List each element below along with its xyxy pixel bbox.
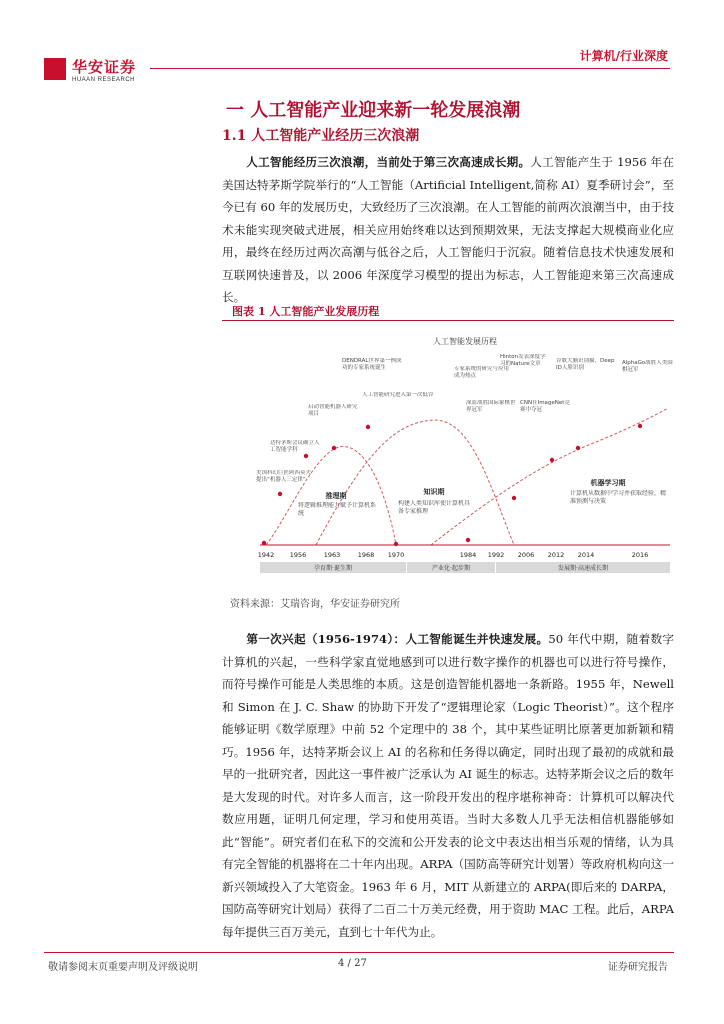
event-note: CNN在ImageNet竞赛中夺冠 (520, 400, 570, 413)
phase-bar-label: 孕育期·诞生期 (314, 565, 352, 572)
first-wave-lead: 第一次兴起（1956-1974）：人工智能诞生并快速发展。 (246, 632, 549, 646)
year-tick-label: 2012 (547, 551, 565, 559)
year-tick-label: 1968 (357, 551, 375, 559)
year-tick-label: 2014 (577, 551, 595, 559)
section-subtitle: 1.1 人工智能产业经历三次浪潮 (222, 128, 420, 144)
event-note: DENDRAL世界第一例成功的专家系统诞生 (342, 358, 402, 371)
logo-mark (44, 58, 66, 80)
era-note: 构建人类知识库使计算机具备专家推理 (398, 500, 470, 515)
event-dot (466, 538, 470, 542)
year-tick-label: 2006 (517, 551, 535, 559)
event-dot (394, 542, 398, 546)
event-note: Hinton发表深度学习的Nature文章 (500, 354, 546, 367)
phase-bar-label: 发展期·高速成长期 (558, 565, 608, 572)
year-tick-label: 1956 (289, 551, 307, 559)
event-note: 启动智能机器人研究项目 (308, 404, 358, 417)
event-dot (638, 424, 642, 428)
phase-bar-label: 产业化·起步期 (432, 565, 470, 572)
figure-divider (222, 320, 674, 321)
year-tick-label: 2016 (631, 551, 649, 559)
logo-subtext: HUAAN RESEARCH (72, 77, 136, 83)
section-title: 一 人工智能产业迎来新一轮发展浪潮 (226, 100, 521, 121)
event-dot (576, 446, 580, 450)
footer-disclaimer: 敬请参阅末页重要声明及评级说明 (48, 962, 198, 973)
event-dot (332, 446, 336, 450)
footer-report-type: 证券研究报告 (608, 962, 668, 973)
event-dot (366, 425, 370, 429)
header-divider (150, 68, 670, 69)
era-label: 机器学习期 (590, 479, 626, 487)
first-wave-body: 50 年代中期，随着数字计算机的兴起，一些科学家直觉地感到可以进行数字操作的机器也可以进行符号操作，而符号操作可能是人类思维的本质。这是创造智能机器地一条新路。1955 年，Newell 和 Simon 在 J. C. Shaw 的协助下开发了“逻辑理论家（Logic Theorist）”。这个程序能够证明《数学原理》中前 52 个定理中的 38 个，其中某些证明比原著更加新颖和精巧。1956 年，达特茅斯会议上 AI 的名称和任务得以确定，同时出现了最初的成就和最早的一批研究者，因此这一事件被广泛承认为 AI 诞生的标志。达特茅斯会议之后的数年是大发现的时代。对许多人而言，这一阶段开发出的程序堪称神奇：计算机可以解决代数应用题，证明几何定理，学习和使用英语。当时大多数人几乎无法相信机器能够如此“智能”。研究者们在私下的交流和公开发表的论文中表达出相当乐观的情绪，认为具有完全智能的机器将在二十年内出现。ARPA（国防高等研究计划署）等政府机构向这一新兴领域投入了大笔资金。1963 年 6 月，MIT 从新建立的 ARPA(即后来的 DARPA，国防高等研究计划局）获得了二百二十万美元经费，用于资助 MAC 工程。此后，ARPA 每年提供三百万美元，直到七十年代为止。 (222, 632, 674, 939)
event-note: 谷歌大脑识别猫，Deep ID人脸识别 (556, 358, 615, 371)
year-tick-label: 1984 (459, 551, 477, 559)
era-note: 计算机从数据中学习并获取经验，精准预测与决策 (570, 490, 667, 505)
year-tick-label: 1970 (387, 551, 405, 559)
event-note: 达特茅斯会议确立人工智能学科 (270, 440, 320, 453)
figure-source: 资料来源：艾瑞咨询，华安证券研究所 (230, 599, 400, 610)
era-label: 推理期 (325, 492, 347, 500)
logo-text: 华安证券 (72, 58, 137, 76)
event-note: 深蓝战胜国际象棋世界冠军 (466, 400, 516, 413)
intro-lead: 人工智能经历三次浪潮，当前处于第三次高速成长期。 (246, 155, 531, 169)
era-note: 将逻辑推理能力赋予计算机系统 (298, 502, 377, 517)
first-wave-paragraph (222, 628, 674, 943)
ai-history-chart (256, 330, 674, 578)
event-note: AlphaGo战胜人类围棋冠军 (622, 360, 673, 373)
event-dot (512, 496, 516, 500)
header-category: 计算机/行业深度 (579, 49, 668, 63)
event-note: 专家系统的研究与应用成为热点 (454, 366, 510, 379)
event-note: 美国科幻巨匠阿西莫夫提出“机器人三定律” (256, 470, 312, 483)
year-tick-label: 1942 (257, 551, 275, 559)
footer-divider (44, 952, 674, 953)
page-number: 4 / 27 (338, 958, 367, 969)
figure-title: 图表 1 人工智能产业发展历程 (232, 305, 380, 318)
era-label: 知识期 (423, 488, 445, 496)
chart-title: 人工智能发展历程 (433, 337, 497, 346)
event-dot (550, 458, 554, 462)
event-note: 人工智能研究进入第一次低谷 (362, 392, 434, 398)
year-tick-label: 1992 (487, 551, 505, 559)
intro-body: 人工智能产生于 1956 年在美国达特茅斯学院举行的“人工智能（Artificial Intelligent,简称 AI）夏季研讨会”，至今已有 60 年的发展历史，大致经历了三次浪潮。在人工智能的前两次浪潮当中，由于技术未能实现突破式进展，相关应用始终难以达到预期效果，无法支撑起大规模商业化应用，最终在经历过两次高潮与低谷之后，人工智能归于沉寂。随着信息技术快速发展和互联网快速普及，以 2006 年深度学习模型的提出为标志，人工智能迎来第三次高速成长。 (222, 155, 674, 304)
intro-paragraph (222, 151, 674, 309)
year-tick-label: 1963 (323, 551, 341, 559)
